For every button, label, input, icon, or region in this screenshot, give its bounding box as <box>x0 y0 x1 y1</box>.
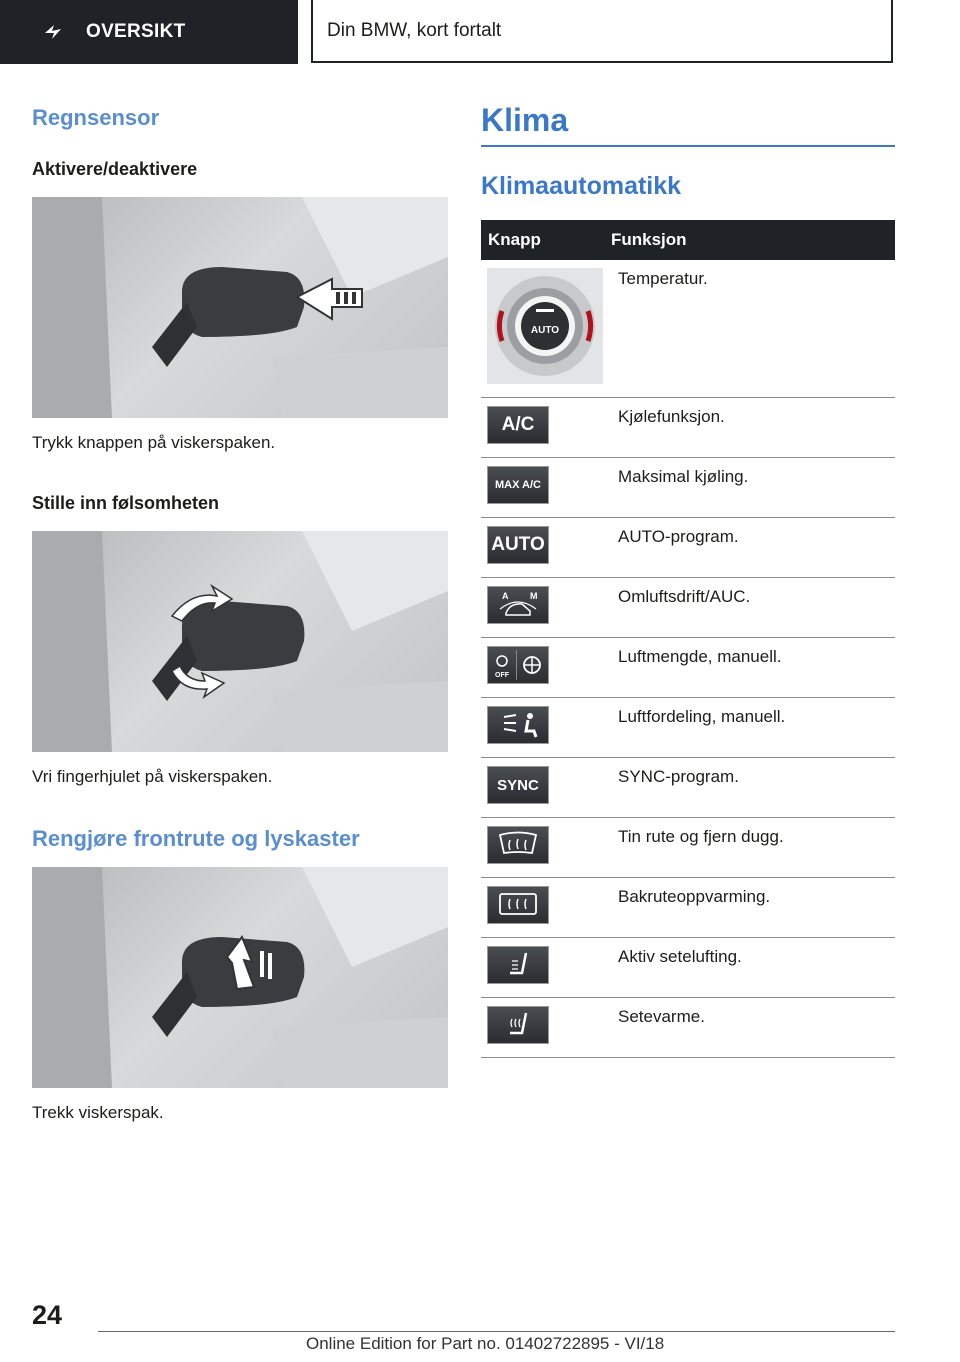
page-number: 24 <box>32 1300 63 1330</box>
knob-auto-label: AUTO <box>530 325 560 336</box>
svg-text:M: M <box>530 591 538 601</box>
flash-icon <box>42 21 64 43</box>
edition-note: Online Edition for Part no. 01402722895 - VI/18 <box>306 1334 665 1353</box>
rear-defrost-button-icon <box>487 886 549 924</box>
section-header <box>311 0 893 63</box>
function-label: Luftfordeling, manuell. <box>605 698 895 758</box>
function-label: Bakruteoppvarming. <box>605 878 895 938</box>
recirculation-button-icon <box>487 586 549 624</box>
function-label: Maksimal kjøling. <box>605 458 895 518</box>
activate-caption: Trykk knappen på viskerspaken. <box>32 433 276 452</box>
title-divider <box>481 145 895 147</box>
auto-button-icon: AUTO <box>487 526 549 564</box>
sensitivity-heading: Stille inn følsomheten <box>32 493 220 513</box>
activate-heading: Aktivere/deaktivere <box>32 159 198 179</box>
sensitivity-caption: Vri fingerhjulet på viskerspaken. <box>32 767 273 786</box>
table-row <box>481 638 895 698</box>
wiper-stalk-wheel-illustration <box>32 531 448 752</box>
function-label: AUTO-program. <box>605 518 895 578</box>
function-label: Aktiv setelufting. <box>605 938 895 998</box>
max-ac-button-icon: MAX A/C <box>487 466 549 504</box>
overview-tab-label: OVERSIKT <box>86 21 186 42</box>
fan-button-icon <box>487 646 549 684</box>
cleaning-heading: Rengjøre frontrute og lyskaster <box>32 826 360 851</box>
table-row <box>481 938 895 998</box>
function-label: Kjølefunksjon. <box>605 398 895 458</box>
cleaning-caption: Trekk viskerspak. <box>32 1103 164 1122</box>
temperature-knob-icon <box>487 268 603 384</box>
function-label: Temperatur. <box>605 260 895 398</box>
sync-button-icon: SYNC <box>487 766 549 804</box>
table-row <box>481 818 895 878</box>
function-label: Setevarme. <box>605 998 895 1058</box>
section-subtitle: Klimaautomatikk <box>481 172 682 200</box>
table-row <box>481 260 895 398</box>
seat-heating-button-icon <box>487 1006 549 1044</box>
column-header-button: Knapp <box>481 220 605 260</box>
defrost-windshield-button-icon <box>487 826 549 864</box>
table-row <box>481 998 895 1058</box>
ac-button-icon: A/C <box>487 406 549 444</box>
table-row <box>481 698 895 758</box>
table-header-row <box>481 220 895 260</box>
svg-text:A: A <box>502 591 509 601</box>
table-row <box>481 578 895 638</box>
column-header-function: Funksjon <box>605 220 895 260</box>
air-distribution-button-icon <box>487 706 549 744</box>
table-row <box>481 758 895 818</box>
climate-controls-table <box>481 220 895 1058</box>
function-label: Tin rute og fjern dugg. <box>605 818 895 878</box>
function-label: SYNC-program. <box>605 758 895 818</box>
wiper-stalk-press-illustration <box>32 197 448 418</box>
section-title: Din BMW, kort fortalt <box>327 19 502 41</box>
table-row <box>481 518 895 578</box>
function-label: Luftmengde, manuell. <box>605 638 895 698</box>
page-title: Klima <box>481 102 569 138</box>
seat-ventilation-button-icon <box>487 946 549 984</box>
footer-divider <box>98 1331 895 1332</box>
rain-sensor-heading: Regnsensor <box>32 105 160 130</box>
table-row <box>481 398 895 458</box>
function-label: Omluftsdrift/AUC. <box>605 578 895 638</box>
table-row <box>481 878 895 938</box>
table-row <box>481 458 895 518</box>
svg-text:OFF: OFF <box>495 672 509 679</box>
overview-tab[interactable] <box>0 0 298 64</box>
wiper-stalk-pull-illustration <box>32 867 448 1088</box>
